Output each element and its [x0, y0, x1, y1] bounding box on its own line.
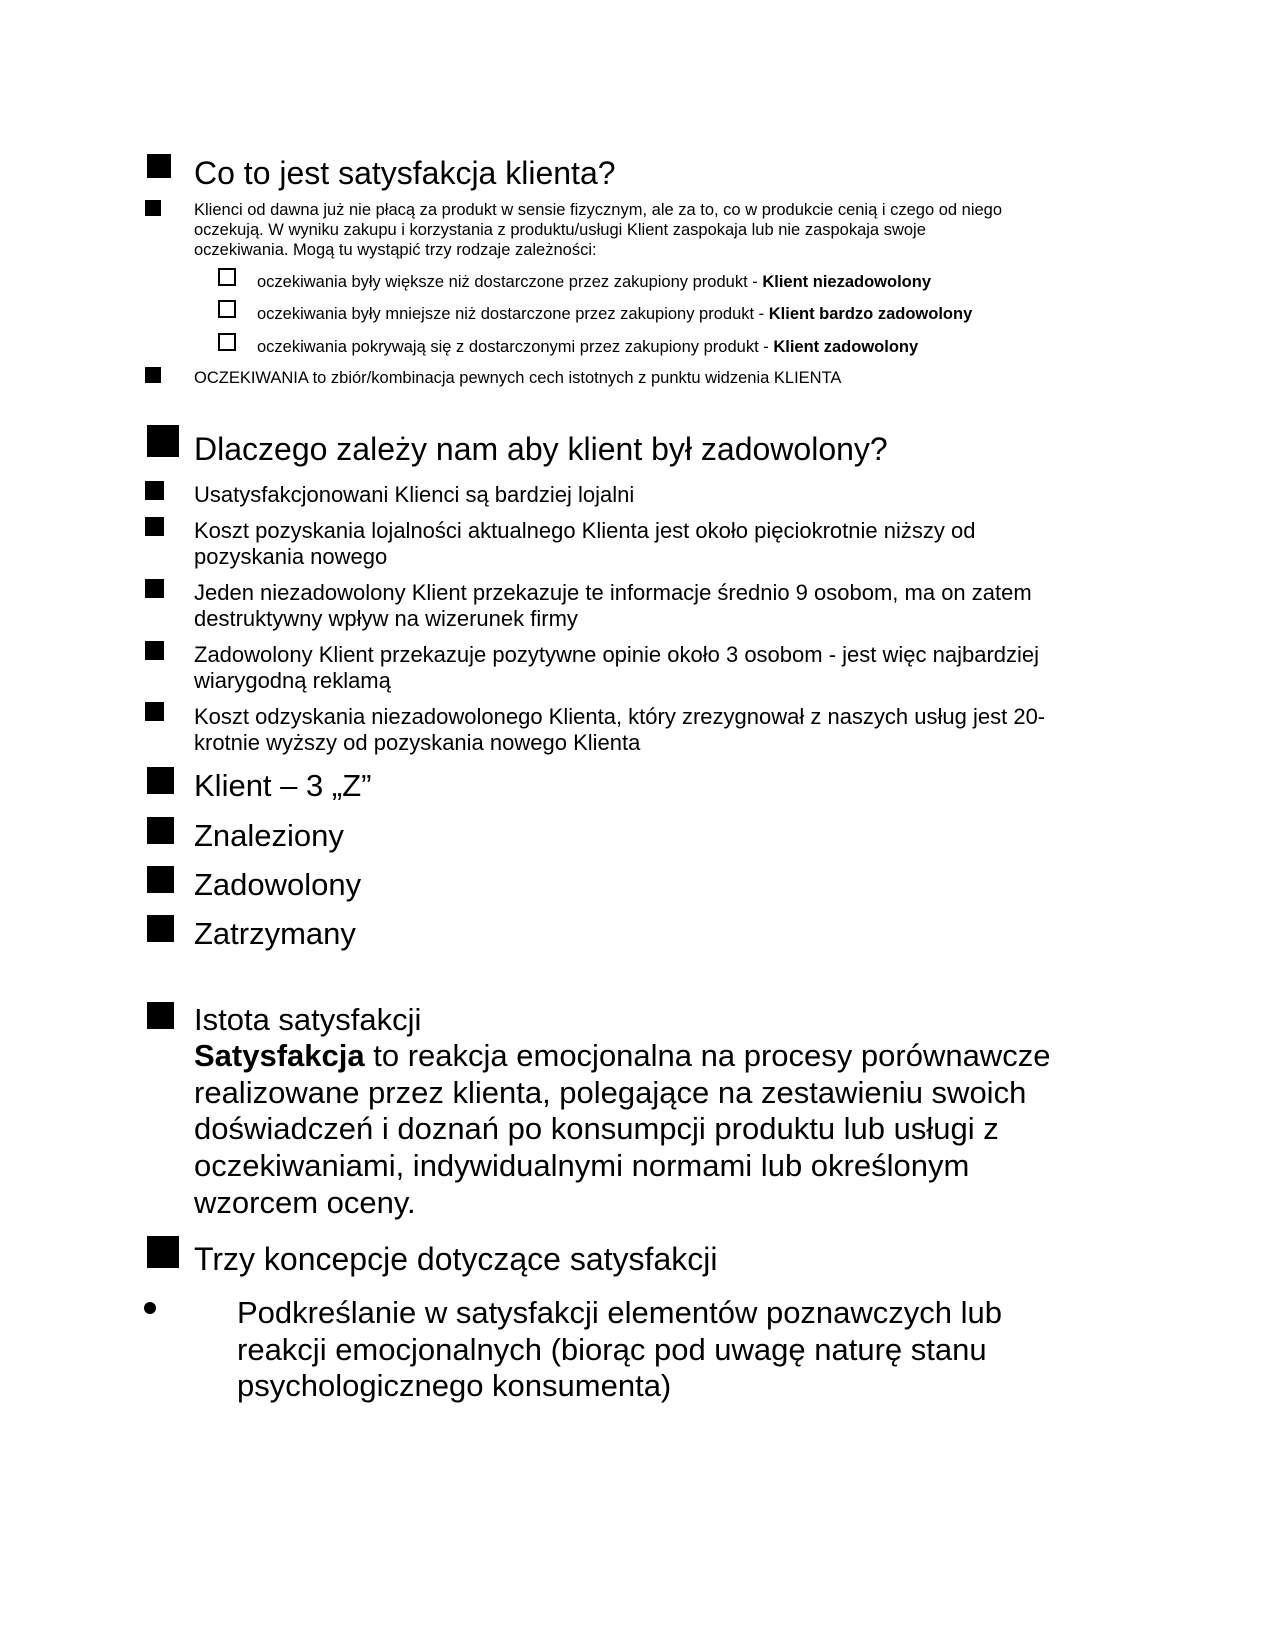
definition-line: oczekiwaniami, indywidualnymi normami lub określonym — [194, 1148, 970, 1183]
list-item: oczekiwania były mniejsze niż dostarczone przez zakupiony produkt - Klient bardzo zadowolony — [257, 305, 973, 323]
bullet-square-icon — [145, 702, 164, 721]
bullet-text: pozyskania nowego — [194, 544, 388, 569]
bullet-text: Koszt odzyskania niezadowolonego Klienta, który zrezygnował z naszych usług jest 20- — [194, 704, 1046, 729]
bullet-square-icon — [145, 481, 164, 500]
paragraph-line: oczekiwania. Mogą tu wystąpić trzy rodzaje zależności: — [194, 241, 597, 259]
bullet-square-icon — [147, 1236, 179, 1268]
bullet-text: reakcji emocjonalnych (biorąc pod uwagę naturę stanu — [237, 1332, 987, 1367]
paragraph-line: OCZEKIWANIA to zbiór/kombinacja pewnych cech istotnych z punktu widzenia KLIENTA — [194, 369, 842, 387]
list-item: oczekiwania pokrywają się z dostarczonymi przez zakupiony produkt - Klient zadowolony — [257, 338, 919, 356]
list-item: Zatrzymany — [194, 916, 356, 951]
section-title: Dlaczego zależy nam aby klient był zadowolony? — [194, 431, 888, 467]
bullet-square-icon — [145, 579, 164, 598]
paragraph-line: oczekują. W wyniku zakupu i korzystania z produktu/usługi Klient zaspokaja lub nie zaspokaja swoje — [194, 221, 926, 239]
bullet-text: Koszt pozyskania lojalności aktualnego Klienta jest około pięciokrotnie niższy od — [194, 518, 976, 543]
bullet-square-icon — [145, 200, 161, 216]
checkbox-icon — [218, 300, 236, 318]
list-item: oczekiwania były większe niż dostarczone przez zakupiony produkt - Klient niezadowolony — [257, 273, 932, 291]
bullet-text: destruktywny wpływ na wizerunek firmy — [194, 606, 578, 631]
bullet-text: Podkreślanie w satysfakcji elementów poznawczych lub — [237, 1295, 1003, 1330]
definition-line: realizowane przez klienta, polegające na zestawieniu swoich — [194, 1075, 1027, 1110]
bullet-text: Jeden niezadowolony Klient przekazuje te informacje średnio 9 osobom, ma on zatem — [194, 580, 1032, 605]
bullet-square-icon — [147, 425, 179, 457]
section-title: Istota satysfakcji — [194, 1002, 422, 1037]
checkbox-icon — [218, 333, 236, 351]
bullet-square-icon — [147, 866, 174, 893]
bullet-text: Zadowolony Klient przekazuje pozytywne opinie około 3 osobom - jest więc najbardziej — [194, 642, 1040, 667]
bullet-square-icon — [147, 915, 174, 942]
definition-line: doświadczeń i doznań po konsumpcji produktu lub usługi z — [194, 1111, 999, 1146]
bullet-square-icon — [145, 517, 164, 536]
definition-line: wzorcem oceny. — [194, 1185, 416, 1220]
bullet-square-icon — [147, 767, 174, 794]
bullet-text: krotnie wyższy od pozyskania nowego Klienta — [194, 730, 641, 755]
bullet-square-icon — [147, 1002, 174, 1029]
section-title: Klient – 3 „Z” — [194, 768, 372, 803]
bullet-text: wiarygodną reklamą — [194, 668, 391, 693]
bullet-square-icon — [145, 641, 164, 660]
checkbox-icon — [218, 268, 236, 286]
section-title: Co to jest satysfakcja klienta? — [194, 155, 616, 191]
list-item: Znaleziony — [194, 818, 344, 853]
bullet-square-icon — [147, 817, 174, 844]
bullet-square-icon — [145, 367, 161, 383]
bullet-text: Usatysfakcjonowani Klienci są bardziej lojalni — [194, 482, 635, 507]
section-title: Trzy koncepcje dotyczące satysfakcji — [194, 1241, 718, 1277]
definition-line: Satysfakcja to reakcja emocjonalna na procesy porównawcze — [194, 1038, 1051, 1073]
bullet-square-icon — [147, 154, 171, 178]
bullet-text: psychologicznego konsumenta) — [237, 1368, 672, 1403]
list-item: Zadowolony — [194, 867, 362, 902]
bullet-dot-icon — [144, 1302, 156, 1314]
paragraph-line: Klienci od dawna już nie płacą za produkt w sensie fizycznym, ale za to, co w produkcie cenią i czego od niego — [194, 201, 1003, 219]
